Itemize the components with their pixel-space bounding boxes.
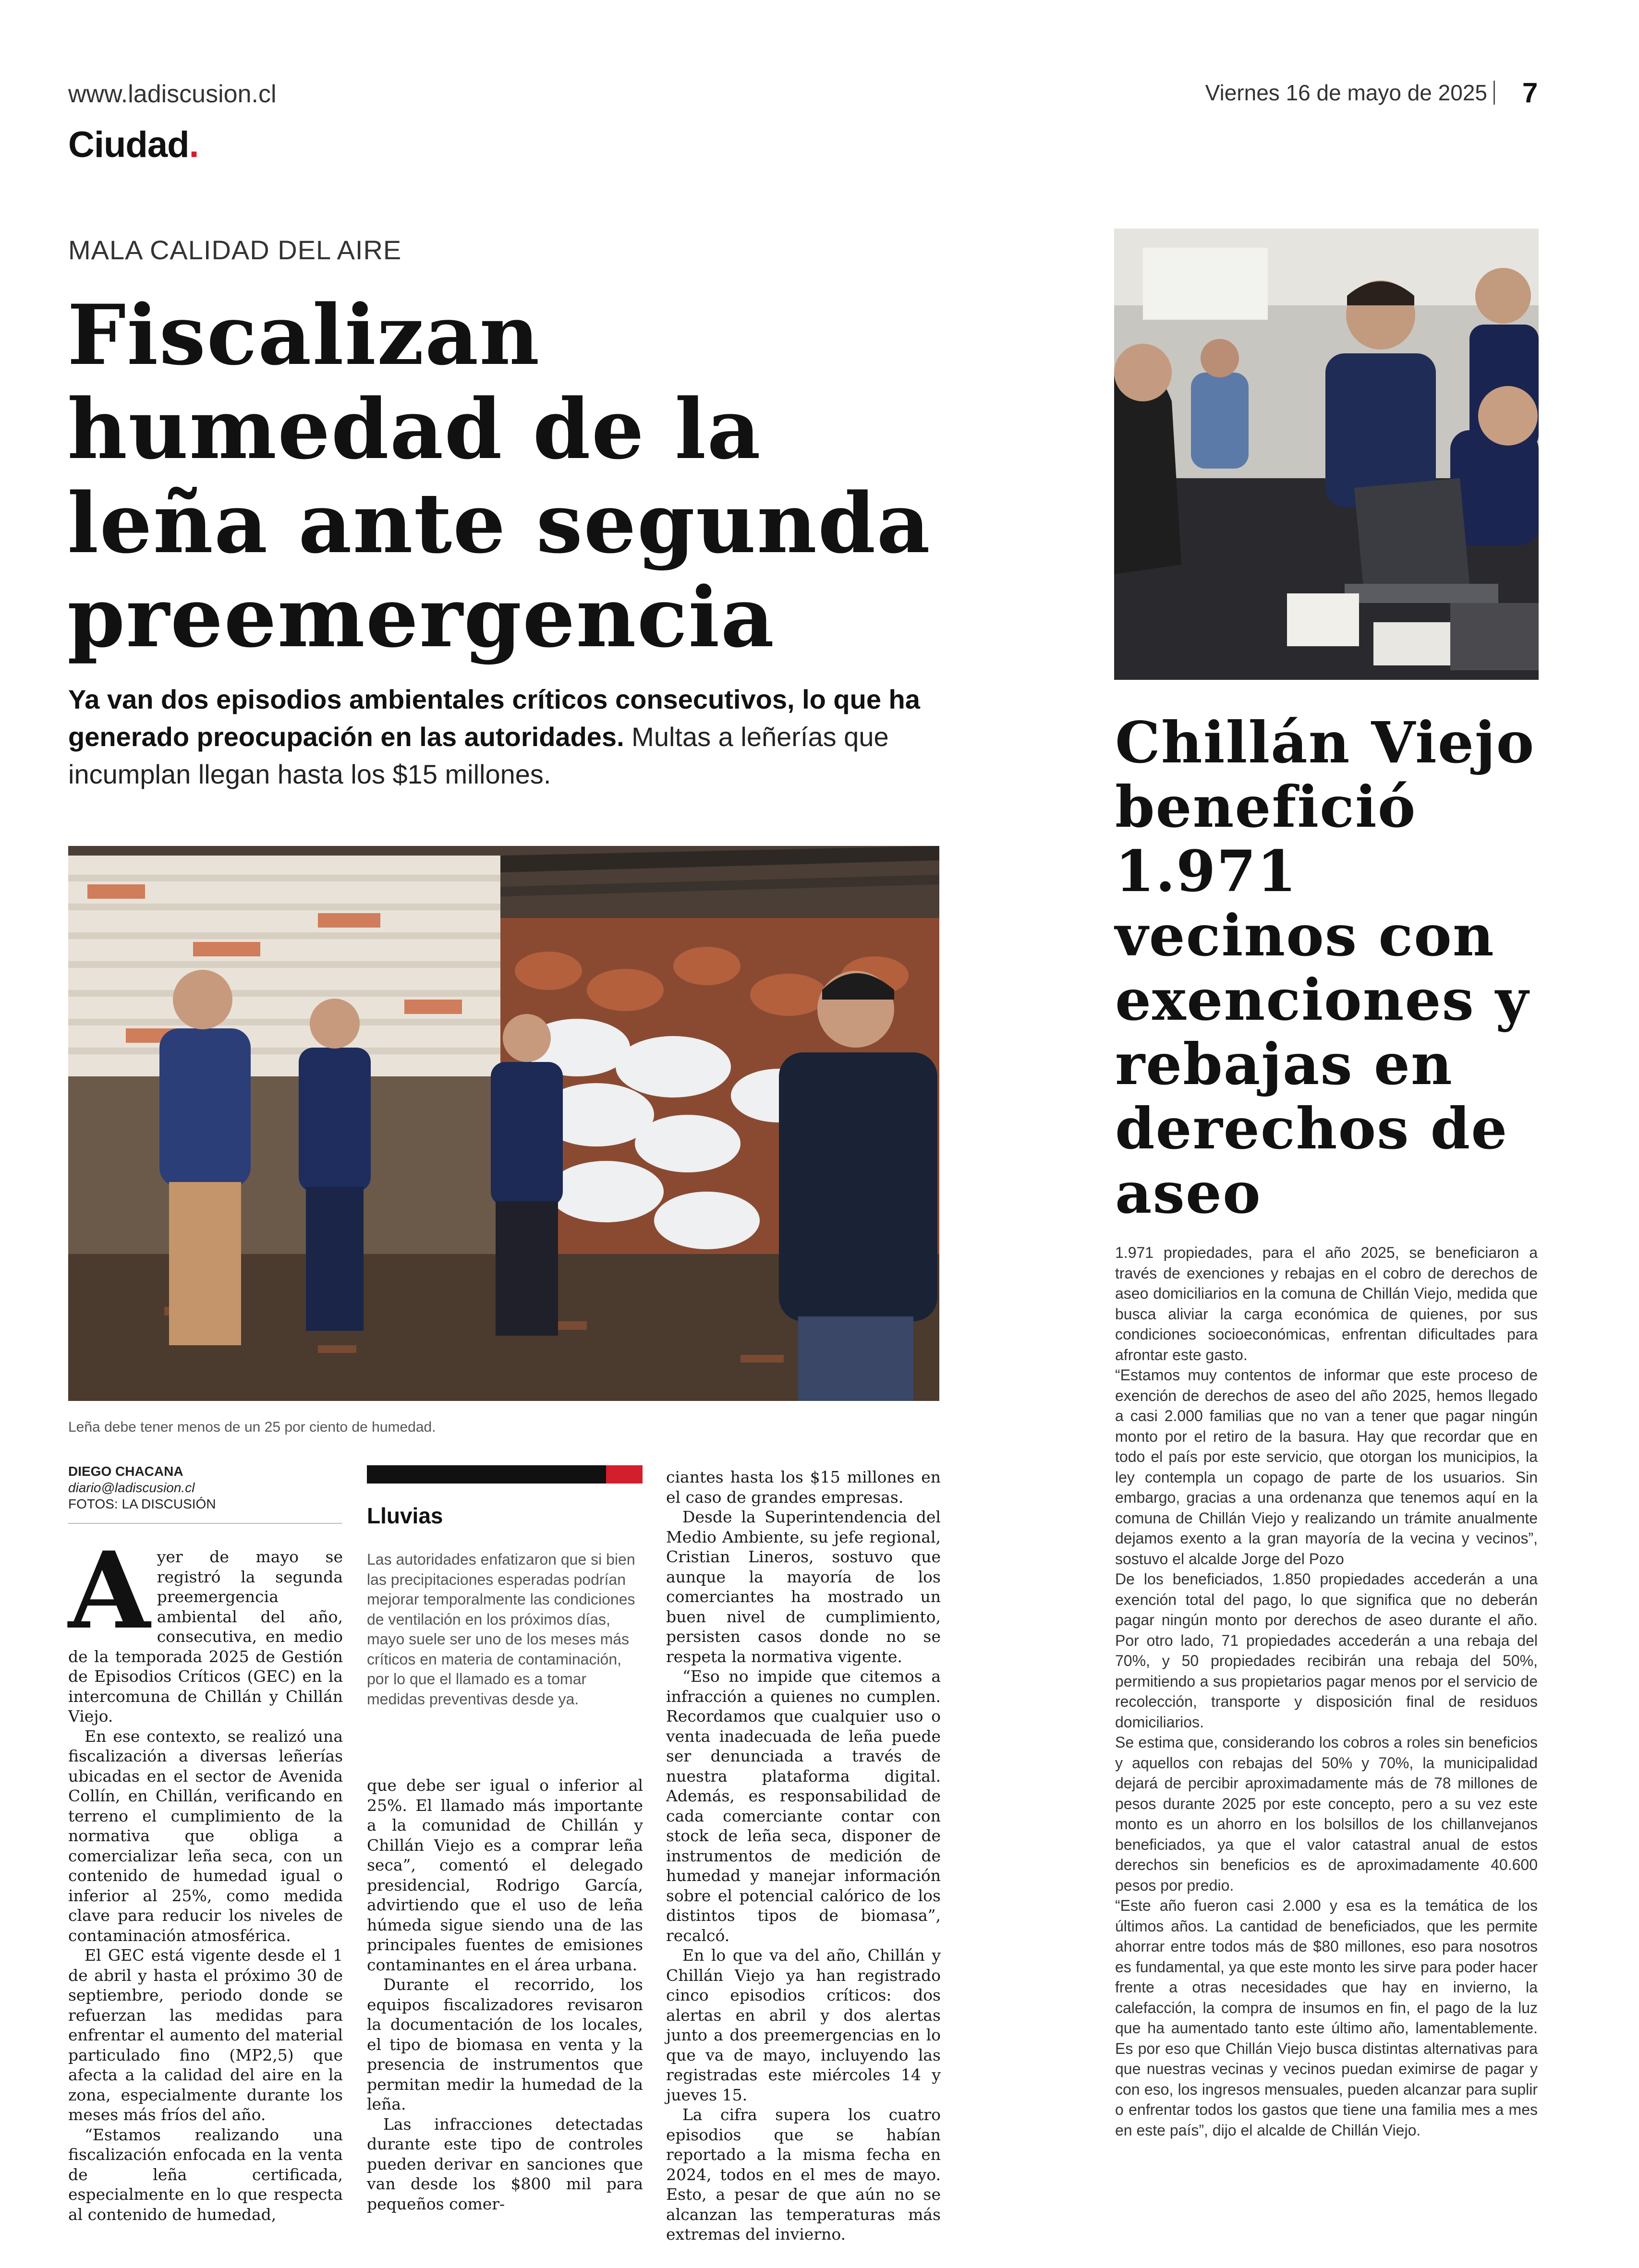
- page-number: 7: [1522, 77, 1538, 109]
- article-paragraph: Durante el recorrido, los equipos fiscalizadores revisaron la documentación de los locales, el tipo de biomasa en venta y la presencia de instrumentos que permitan medir la humedad de la leña.: [367, 1975, 643, 2113]
- side-paragraph: Se estima que, considerando los cobros a roles sin beneficios y aquellos con rebajas del 50% y 70%, la municipalidad dejará de percibir aproximadamente más de 78 millones de pesos durante 2025 por este concepto, pero a su vez este monto es un ahorro en los bolsillos de los chillanvejanos beneficiados, ya que el valor catastral anual de estos derechos sin beneficios es de aproximadamente 40.600 pesos por predio.: [1115, 1734, 1538, 1894]
- deck-rest: Multas a leñerías que incumplan llegan hasta los $15 millones.: [68, 722, 889, 789]
- article-paragraph: La cifra supera los cuatro episodios que se habían reportado a la misma fecha en 2024, todos en el mes de mayo. Esto, a pesar de que aún no se alcanzan las temperaturas más extremas del invierno.: [666, 2105, 941, 2244]
- byline-email[interactable]: diario@ladiscusion.cl: [68, 1480, 195, 1495]
- paragraph-text: yer de mayo se registró la segunda preemergencia ambiental del año, consecutiva, en medio de la temporada 2025 de Gestión de Episodios Críticos (GEC) en la intercomuna de Chillán y Chillán Viejo.: [68, 1547, 343, 1725]
- photo-caption: Leña debe tener menos de un 25 por ciento de humedad.: [68, 1419, 436, 1435]
- side-paragraph: “Este año fueron casi 2.000 y esa es la temática de los últimos años. La cantidad de beneficiados, que les permite ahorrar entre todos más de $80 millones, eso para nosotros es fundamental, ya que este monto les sirve para poder hacer frente a otras necesidades que hay en invierno, la calefacción, la compra de insumos en fin, el pago de la luz que ha aumentado tanto este último año, lamentablemente. Es por eso que Chillán Viejo busca distintas alternativas para que nuestras vecinas y vecinos puedan eximirse de pagar y con eso, los ingresos mensuales, pueden alcanzar para suplir o enfrentar todos los gastos que tiene una familia mes a mes en este país”, dijo el alcalde de Chillán Viejo.: [1115, 1897, 1538, 2139]
- article-paragraph: Desde la Superintendencia del Medio Ambiente, su jefe regional, Cristian Lineros, sostuvo que aunque la mayoría de los comerciantes ha mostrado un buen nivel de cumplimiento, persisten casos donde no se respeta la normativa vigente.: [666, 1508, 941, 1666]
- side-paragraph: 1.971 propiedades, para el año 2025, se beneficiaron a través de exenciones y rebajas en el cobro de derechos de aseo domiciliarios en la comuna de Chillán Viejo, medida que busca aliviar la carga económica de quienes, por sus condiciones socioeconómicas, enfrentan dificultades para afrontar este gasto.: [1115, 1244, 1538, 1363]
- byline: [68, 1463, 342, 1512]
- article-paragraph: El GEC está vigente desde el 1 de abril y hasta el próximo 30 de septiembre, periodo donde se refuerzan las medidas para enfrentar el aumento del material particulado fino (MP2,5) que afecta a la calidad del aire en la zona, especialmente durante los meses más fríos del año.: [68, 1946, 343, 2124]
- article-paragraph: Las infracciones detectadas durante este tipo de controles pueden derivar en sanciones que van desde los $800 mil para pequeños comer-: [367, 2114, 643, 2213]
- side-article-body: [1115, 1243, 1538, 2140]
- article-column-1: [68, 1528, 343, 2224]
- article-column-3: [666, 1467, 941, 2244]
- side-paragraph: “Estamos muy contentos de informar que este proceso de exención de derechos de aseo del año 2025, hemos llegado a casi 2.000 familias que no van a tener que pagar ningún monto por el retiro de la basura. Hay que recordar que en todo el país por este servicio, que otorgan los municipios, la ley contempla un copago de parte de los usuarios. Sin embargo, gracias a una ordenanza que tenemos aquí en la comuna de Chillán Viejo y realizando un trámite anualmente dejamos exento a la gran mayoría de la vecina y vecinos”, sostuvo el alcalde Jorge del Pozo: [1115, 1366, 1538, 1568]
- sidebar-text: Las autoridades enfatizaron que si bien las precipitaciones esperadas podrían mejorar temporalmente las condiciones de ventilación en los próximos días, mayo suele ser uno de los meses más críticos en materia de contaminación, por lo que el llamado es a tomar medidas preventivas desde ya.: [367, 1551, 635, 1708]
- article-paragraph: “Eso no impide que citemos a infracción a quienes no cumplen. Recordamos que cualquier uso o venta inadecuada de leña puede ser denunciada a través de nuestra plataforma digital. Además, es responsabilidad de cada comerciante contar con stock de leña seca, disponer de instrumentos de medición de humedad y manejar información sobre el potencial calórico de los distintos tipos de biomasa”, recalcó.: [666, 1667, 941, 1945]
- article-headline: Fiscalizan humedad de la leña ante segunda preemergencia: [67, 286, 931, 666]
- sidebar-title: Lluvias: [367, 1503, 443, 1528]
- municipal-office-photo: [1114, 229, 1539, 680]
- article-paragraph: “Estamos realizando una fiscalización enfocada en la venta de leña certificada, especialmente en lo que respecta al contenido de humedad,: [68, 2125, 343, 2224]
- section-label: [68, 124, 199, 166]
- article-deck: [68, 681, 923, 793]
- article-paragraph: [68, 1528, 343, 1726]
- publication-date: Viernes 16 de mayo de 2025: [1205, 80, 1487, 105]
- byline-divider: [68, 1523, 342, 1524]
- date-separator: [1493, 81, 1495, 105]
- section-name: Ciudad: [68, 124, 189, 165]
- sidebar-rule-accent: [606, 1465, 643, 1484]
- sidebar-rule: [367, 1465, 606, 1484]
- side-article-headline: Chillán Viejo benefició 1.971 vecinos con exenciones y rebajas en derechos de aseo: [1115, 709, 1535, 1226]
- site-url[interactable]: www.ladiscusion.cl: [68, 80, 277, 108]
- byline-author: DIEGO CHACANA: [68, 1464, 183, 1479]
- drop-cap: A: [68, 1528, 150, 1653]
- article-paragraph: que debe ser igual o inferior al 25%. El llamado más importante a la comunidad de Chillán y Chillán Viejo es a comprar leña seca”, comentó el delegado presidencial, Rodrigo García, advirtiendo que el uso de leña húmeda sigue siendo una de las principales fuentes de emisiones contaminantes en el área urbana.: [367, 1776, 643, 1974]
- deck-bold: Ya van dos episodios ambientales críticos consecutivos, lo que ha generado preocupación en las autoridades.: [68, 684, 920, 752]
- article-kicker: MALA CALIDAD DEL AIRE: [68, 235, 402, 265]
- section-dot: .: [189, 124, 199, 165]
- article-paragraph: En lo que va del año, Chillán y Chillán Viejo ya han registrado cinco episodios críticos: dos alertas en abril y dos alertas junto a dos preemergencias en lo que va de mayo, incluyendo las registradas este miércoles 14 y jueves 15.: [666, 1946, 941, 2104]
- firewood-inspection-photo: [68, 846, 939, 1401]
- byline-photos: FOTOS: LA DISCUSIÓN: [68, 1496, 216, 1511]
- article-paragraph: En ese contexto, se realizó una fiscalización a diversas leñerías ubicadas en el sector de Avenida Collín, en Chillán, verificando en terreno el cumplimiento de la normativa que obliga a comercializar leña seca, con un contenido de humedad igual o inferior al 25%, como medida clave para reducir los niveles de contaminación atmosférica.: [68, 1726, 343, 1945]
- article-paragraph: ciantes hasta los $15 millones en el caso de grandes empresas.: [666, 1468, 941, 1507]
- article-column-2: [367, 1775, 643, 2214]
- side-paragraph: De los beneficiados, 1.850 propiedades accederán a una exención total del pago, lo que significa que no deberán pagar ningún monto por derechos de aseo durante el año. Por otro lado, 71 propiedades accederán a una rebaja del 70%, y 50 propiedades recibirán una rebaja del 50%, permitiendo a sus propietarios pagar menos por el servicio de recolección, transporte y disposición final de residuos domiciliarios.: [1115, 1570, 1538, 1731]
